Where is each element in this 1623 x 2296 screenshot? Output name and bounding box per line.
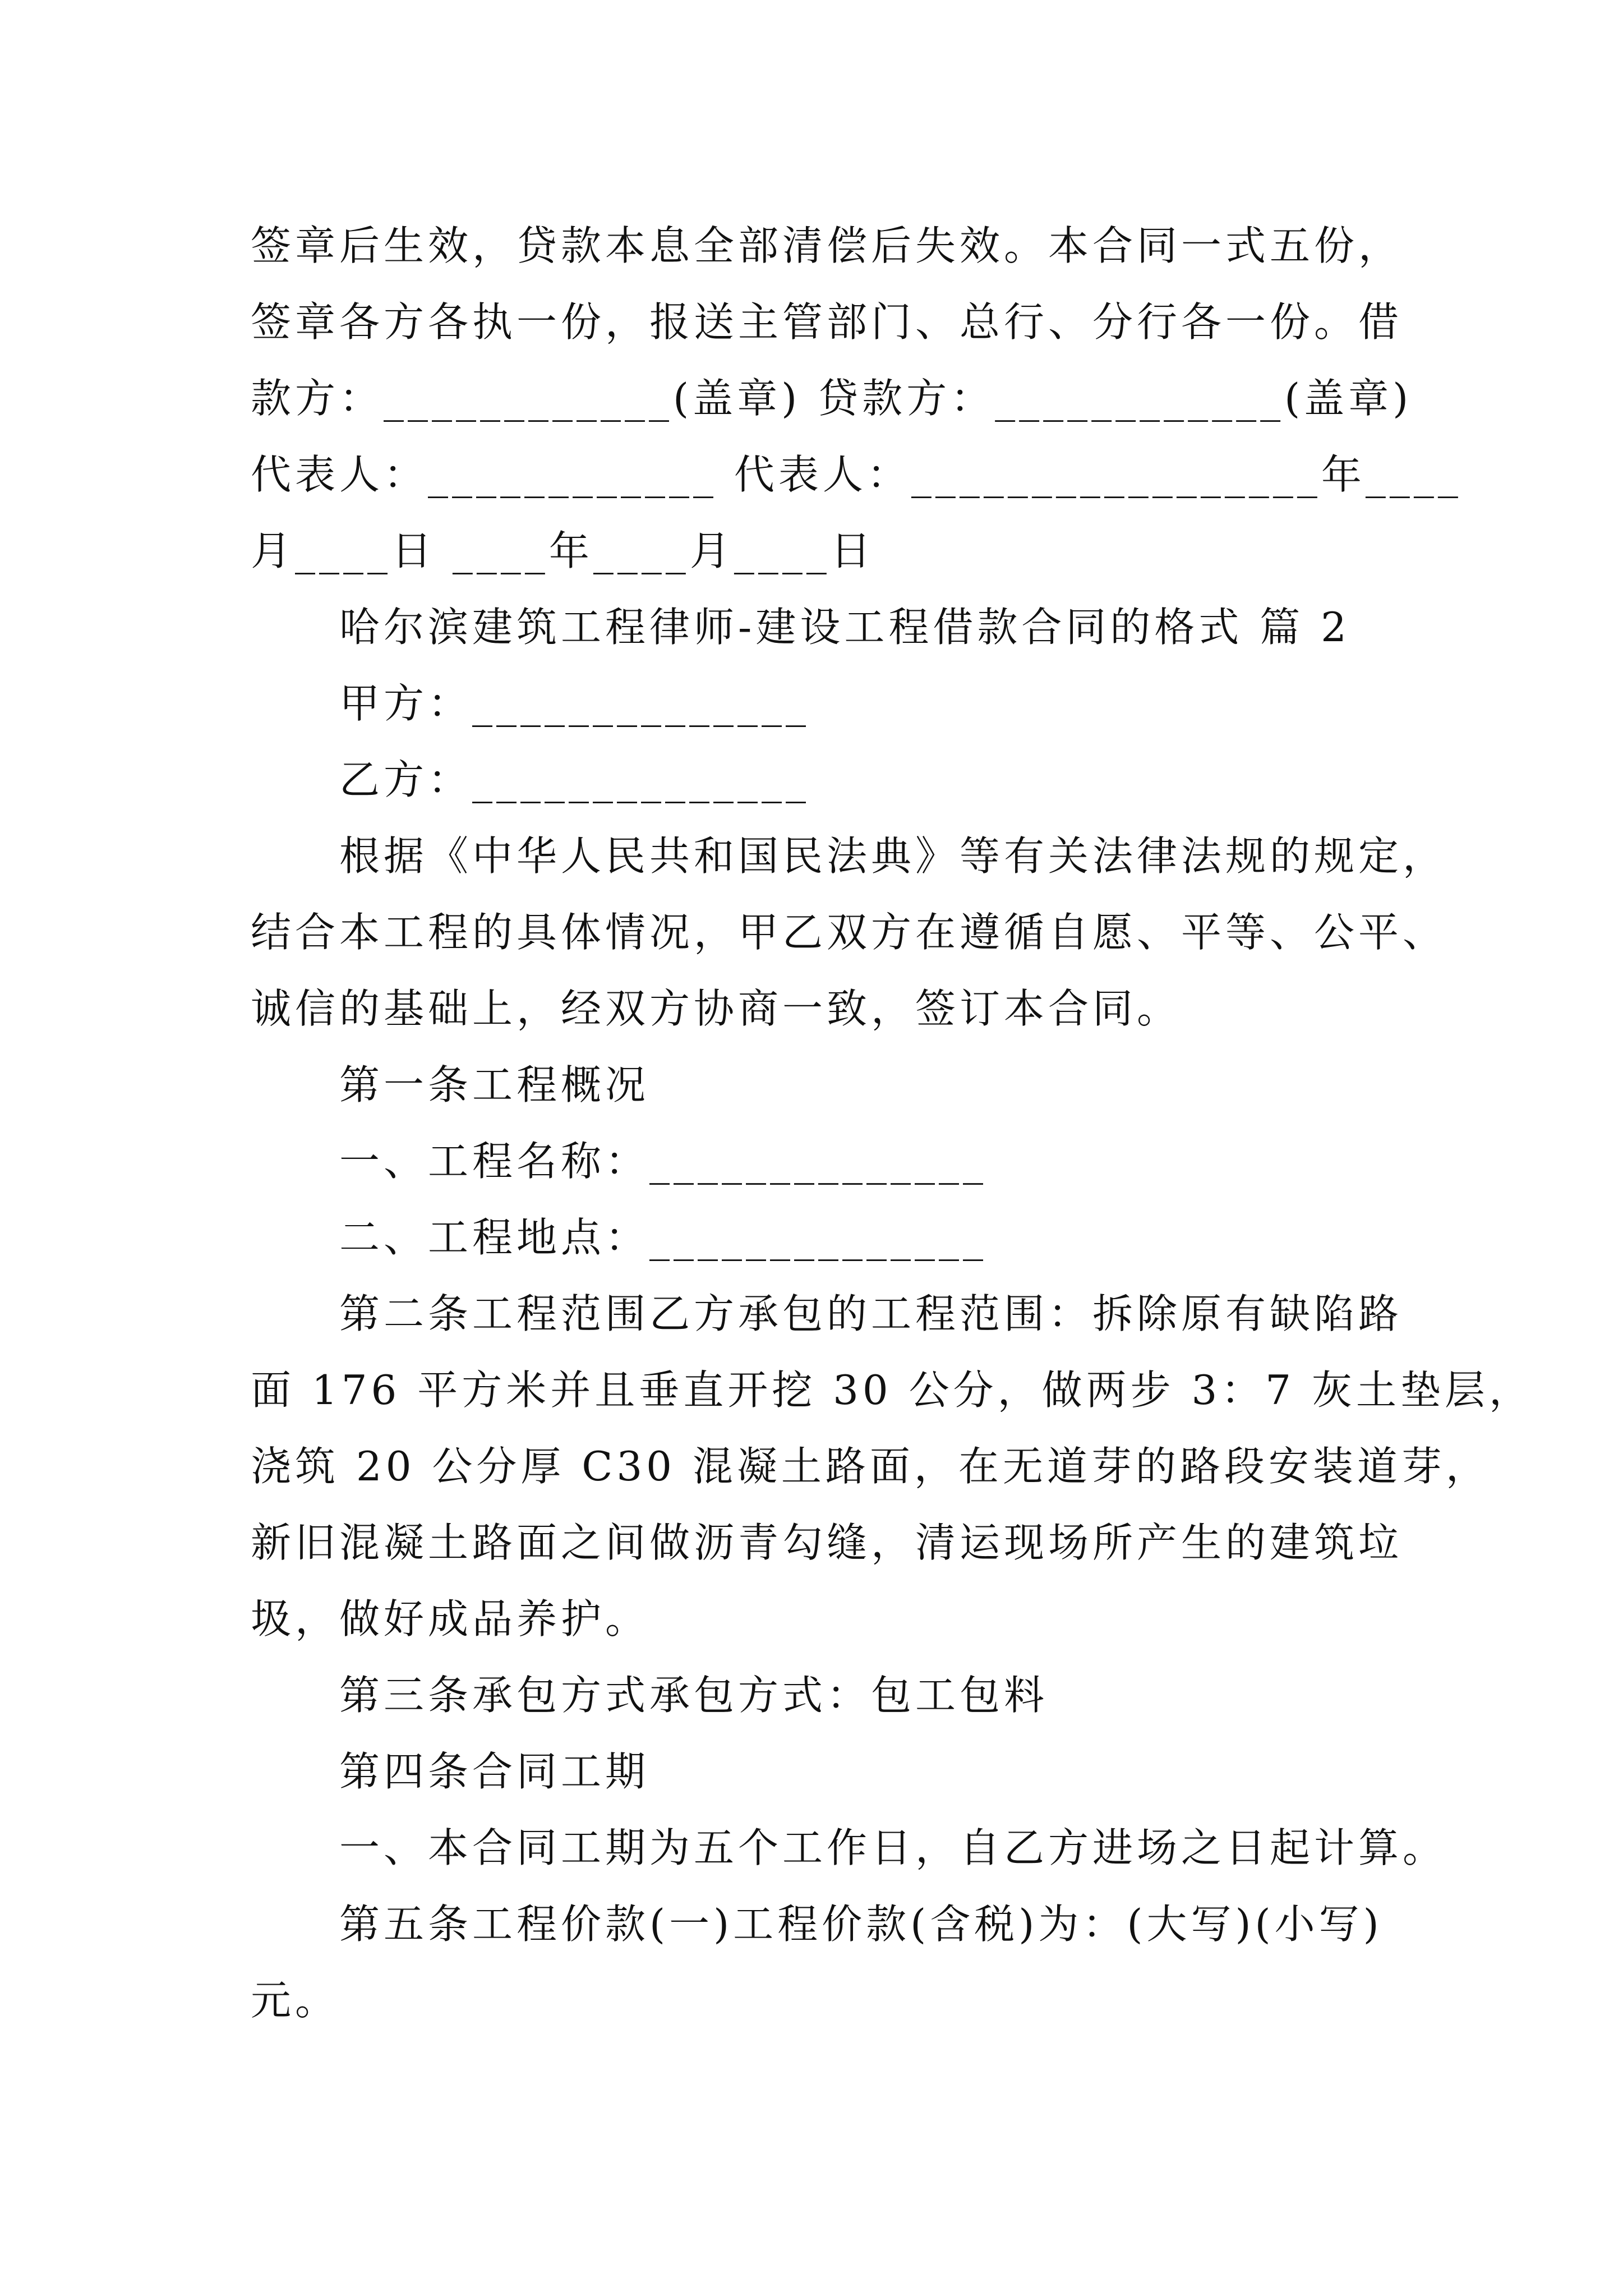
text-line: 第二条工程范围乙方承包的工程范围：拆除原有缺陷路 [339, 1290, 1403, 1337]
text-line: 根据《中华人民共和国民法典》等有关法律法规的规定， [339, 832, 1447, 880]
signature-line-lender-borrower: 款方：____________(盖章) 贷款方：____________(盖章) [251, 375, 1413, 422]
signature-line-representatives: 代表人：____________ 代表人：_________________年____ [251, 451, 1462, 498]
text-line: 一、本合同工期为五个工作日，自乙方进场之日起计算。 [339, 1824, 1447, 1871]
text-line: 诚信的基础上，经双方协商一致，签订本合同。 [251, 985, 1182, 1032]
project-name-field: 一、工程名称：______________ [339, 1138, 988, 1185]
project-location-field: 二、工程地点：______________ [339, 1214, 988, 1261]
date-line: 月____日 ____年____月____日 [251, 527, 875, 574]
text-line: 签章后生效，贷款本息全部清偿后失效。本合同一式五份， [251, 222, 1403, 269]
clause-heading: 第五条工程价款(一)工程价款(含税)为：(大写)(小写) [339, 1901, 1383, 1948]
clause-heading: 第三条承包方式承包方式：包工包料 [339, 1672, 1049, 1719]
document-body [251, 208, 1533, 2039]
clause-heading: 第一条工程概况 [339, 1061, 650, 1108]
party-a-field: 甲方：______________ [339, 680, 810, 727]
text-line: 圾，做好成品养护。 [251, 1595, 650, 1642]
text-line: 浇筑 20 公分厚 C30 混凝土路面，在无道芽的路段安装道芽， [251, 1443, 1490, 1490]
text-line: 新旧混凝土路面之间做沥青勾缝，清运现场所产生的建筑垃 [251, 1519, 1403, 1566]
text-line: 结合本工程的具体情况，甲乙双方在遵循自愿、平等、公平、 [251, 909, 1447, 956]
clause-heading: 第四条合同工期 [339, 1748, 650, 1795]
text-line: 元。 [251, 1977, 340, 2024]
party-b-field: 乙方：______________ [339, 756, 810, 803]
section-title: 哈尔滨建筑工程律师-建设工程借款合同的格式 篇 2 [339, 604, 1350, 651]
text-line: 面 176 平方米并且垂直开挖 30 公分，做两步 3：7 灰土垫层， [251, 1366, 1533, 1414]
text-line: 签章各方各执一份，报送主管部门、总行、分行各一份。借 [251, 298, 1403, 346]
